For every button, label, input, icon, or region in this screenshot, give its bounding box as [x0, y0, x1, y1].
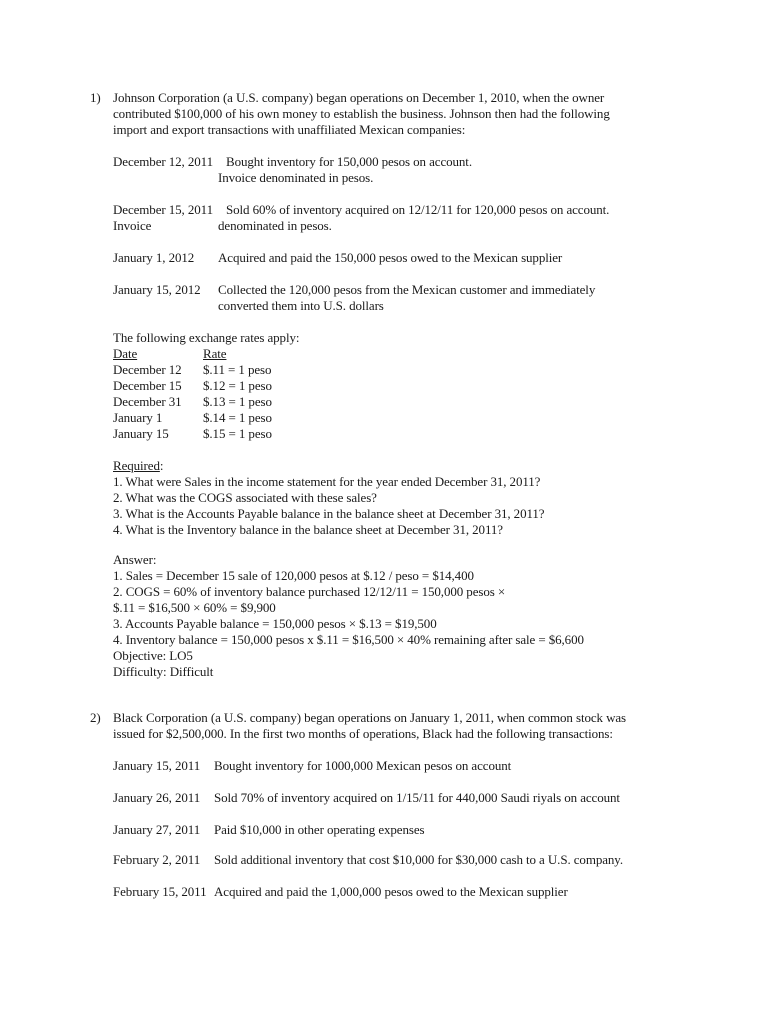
q1-tx-1-desc-1: Bought inventory for 150,000 pesos on account. [226, 154, 472, 169]
question-2-number: 2) [90, 710, 101, 725]
required-label: Required [113, 458, 160, 473]
q2-intro-line-2: issued for $2,500,000. In the first two months of operations, Black had the following transactions: [113, 726, 613, 741]
q2-tx-5-desc: Acquired and paid the 1,000,000 pesos owed to the Mexican supplier [214, 884, 568, 899]
rate-row-date: January 1 [113, 410, 163, 425]
q1-intro-line-3: import and export transactions with unaffiliated Mexican companies: [113, 122, 466, 137]
q2-tx-2-desc: Sold 70% of inventory acquired on 1/15/11 for 440,000 Saudi riyals on account [214, 790, 620, 805]
rates-header-date: Date [113, 346, 138, 361]
q1-tx-2-date: December 15, 2011 [113, 202, 213, 217]
q1-intro-line-2: contributed $100,000 of his own money to establish the business. Johnson then had the following [113, 106, 610, 121]
q1-tx-2-date-2: Invoice [113, 218, 152, 233]
required-colon: : [159, 458, 164, 473]
q2-intro-line-1: Black Corporation (a U.S. company) began operations on January 1, 2011, when common stock was [113, 710, 626, 725]
required-question-1: 1. What were Sales in the income statement for the year ended December 31, 2011? [113, 474, 541, 489]
q2-tx-1-date: January 15, 2011 [113, 758, 201, 773]
q1-tx-3-desc-1: Acquired and paid the 150,000 pesos owed to the Mexican supplier [218, 250, 563, 265]
rate-row-date: December 31 [113, 394, 182, 409]
q1-tx-4-date: January 15, 2012 [113, 282, 201, 297]
required-heading [113, 458, 163, 474]
rate-row-date: December 12 [113, 362, 182, 377]
answer-line-5: 4. Inventory balance = 150,000 pesos x $.11 = $16,500 × 40% remaining after sale = $6,600 [113, 632, 584, 647]
rate-row-value: $.14 = 1 peso [203, 410, 272, 425]
answer-line-4: 3. Accounts Payable balance = 150,000 pesos × $.13 = $19,500 [113, 616, 437, 631]
required-question-4: 4. What is the Inventory balance in the balance sheet at December 31, 2011? [113, 522, 503, 537]
question-1-number: 1) [90, 90, 101, 105]
answer-line-3: $.11 = $16,500 × 60% = $9,900 [113, 600, 276, 615]
answer-line-1: 1. Sales = December 15 sale of 120,000 pesos at $.12 / peso = $14,400 [113, 568, 474, 583]
q2-tx-5-date: February 15, 2011 [113, 884, 207, 899]
q1-tx-3-date: January 1, 2012 [113, 250, 195, 265]
difficulty-line: Difficulty: Difficult [113, 664, 214, 679]
answer-line-2: 2. COGS = 60% of inventory balance purchased 12/12/11 = 150,000 pesos × [113, 584, 506, 599]
answer-label: Answer: [113, 552, 157, 567]
required-question-3: 3. What is the Accounts Payable balance in the balance sheet at December 31, 2011? [113, 506, 545, 521]
rate-row-value: $.13 = 1 peso [203, 394, 272, 409]
q1-tx-4-desc-1: Collected the 120,000 pesos from the Mexican customer and immediately [218, 282, 596, 297]
q2-tx-1-desc: Bought inventory for 1000,000 Mexican pesos on account [214, 758, 512, 773]
rates-header-rate: Rate [203, 346, 227, 361]
q1-tx-4-desc-2: converted them into U.S. dollars [218, 298, 384, 313]
q1-rates-intro: The following exchange rates apply: [113, 330, 300, 345]
q2-tx-4-desc: Sold additional inventory that cost $10,000 for $30,000 cash to a U.S. company. [214, 852, 624, 867]
objective-line: Objective: LO5 [113, 648, 193, 663]
q1-tx-2-desc-1: Sold 60% of inventory acquired on 12/12/11 for 120,000 pesos on account. [226, 202, 610, 217]
rate-row-value: $.11 = 1 peso [203, 362, 272, 377]
rate-row-value: $.12 = 1 peso [203, 378, 272, 393]
q2-tx-4-date: February 2, 2011 [113, 852, 201, 867]
rate-row-date: January 15 [113, 426, 169, 441]
rate-row-value: $.15 = 1 peso [203, 426, 272, 441]
q2-tx-3-desc: Paid $10,000 in other operating expenses [214, 822, 425, 837]
q1-tx-1-desc-2: Invoice denominated in pesos. [218, 170, 374, 185]
rate-row-date: December 15 [113, 378, 182, 393]
q2-tx-3-date: January 27, 2011 [113, 822, 201, 837]
required-question-2: 2. What was the COGS associated with these sales? [113, 490, 377, 505]
q1-tx-1-date: December 12, 2011 [113, 154, 213, 169]
q1-intro-line-1: Johnson Corporation (a U.S. company) began operations on December 1, 2010, when the owner [113, 90, 605, 105]
q1-tx-2-desc-2: denominated in pesos. [218, 218, 332, 233]
q2-tx-2-date: January 26, 2011 [113, 790, 201, 805]
